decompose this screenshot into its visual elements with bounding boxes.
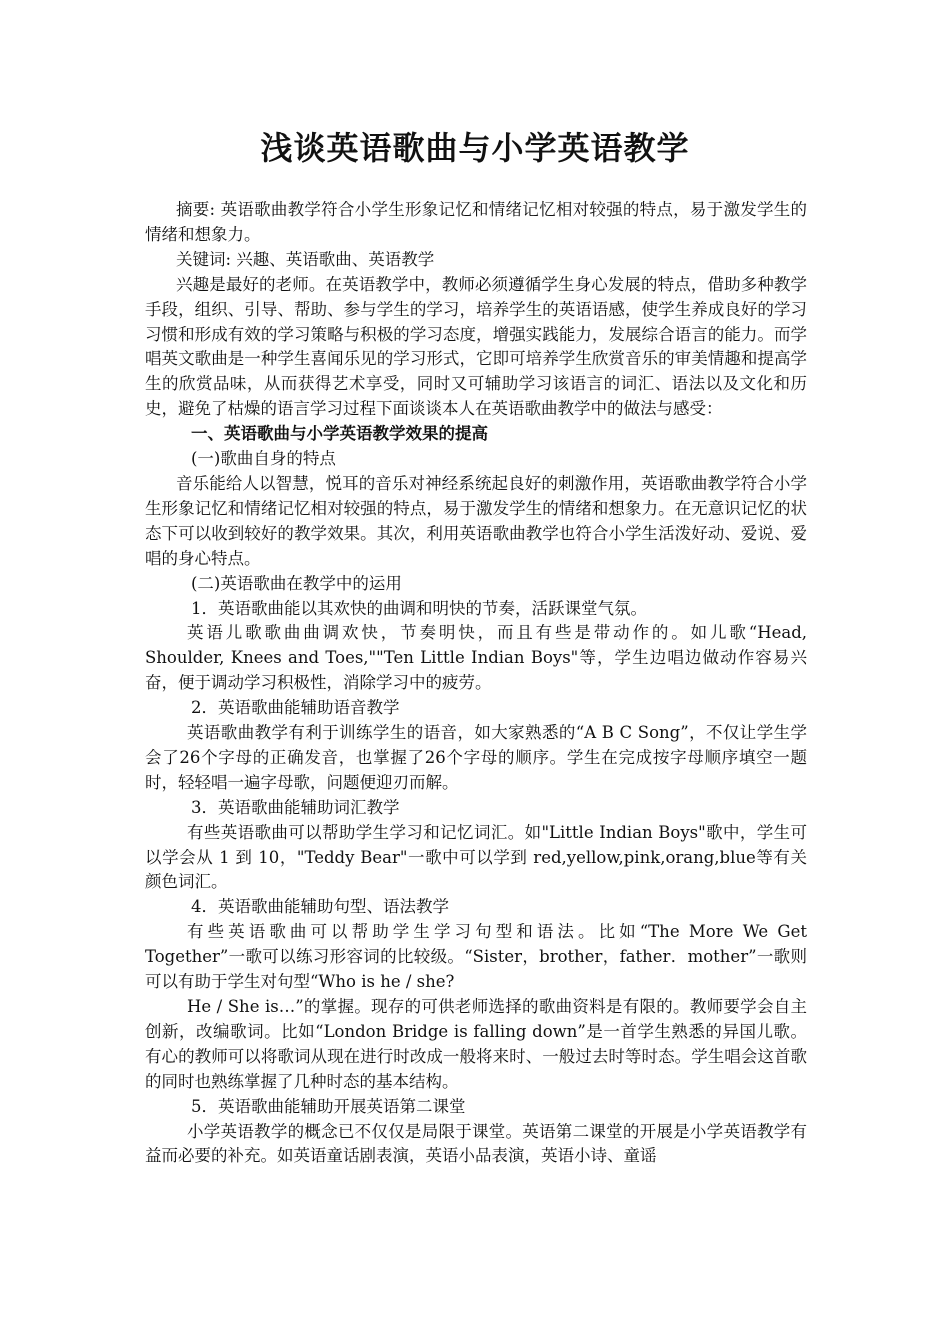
document-body	[145, 198, 807, 1169]
numbered-heading: 5．英语歌曲能辅助开展英语第二课堂	[191, 1096, 466, 1116]
intro-paragraph: 兴趣是最好的老师。在英语教学中，教师必须遵循学生身心发展的特点，借助多种教学手段，组织、引导、帮助、参与学生的学习，培养学生的英语语感，使学生养成良好的学习习惯和形成有效的学习策略与积极的学习态度，增强实践能力，发展综合语言的能力。而学唱英文歌曲是一种学生喜闻乐见的学习形式，它即可培养学生欣赏音乐的审美情趣和提高学生的欣赏品味，从而获得艺术享受，同时又可辅助学习该语言的词汇、语法以及文化和历史，避免了枯燥的语言学习过程下面谈谈本人在英语歌曲教学中的做法与感受：	[145, 274, 807, 419]
numbered-heading: 1．英语歌曲能以其欢快的曲调和明快的节奏，活跃课堂气氛。	[191, 598, 647, 618]
numbered-heading: 2．英语歌曲能辅助语音教学	[191, 698, 400, 718]
abstract-paragraph: 摘要: 英语歌曲教学符合小学生形象记忆和情绪记忆相对较强的特点，易于激发学生的情绪和想象力。	[145, 200, 807, 244]
body-paragraph: 英语儿歌歌曲曲调欢快，节奏明快，而且有些是带动作的。如儿歌“Head, Shoulder, Knees and Toes,""Ten Little Indian Boys"等，学生边唱边做动作容易兴奋，便于调动学习积极性，消除学习中的疲劳。	[145, 623, 807, 693]
section-heading: 一、英语歌曲与小学英语教学效果的提高	[191, 424, 488, 444]
body-paragraph: 音乐能给人以智慧，悦耳的音乐对神经系统起良好的刺激作用，英语歌曲教学符合小学生形象记忆和情绪记忆相对较强的特点，易于激发学生的情绪和想象力。在无意识记忆的状态下可以收到较好的教学效果。其次，利用英语歌曲教学也符合小学生活泼好动、爱说、爱唱的身心特点。	[145, 473, 807, 568]
numbered-heading: 4．英语歌曲能辅助句型、语法教学	[191, 897, 449, 917]
document-title: 浅谈英语歌曲与小学英语教学	[260, 129, 690, 167]
keywords-line: 关键词: 兴趣、英语歌曲、英语教学	[176, 249, 435, 269]
body-paragraph: 有些英语歌曲可以帮助学生学习和记忆词汇。如"Little Indian Boys"歌中，学生可以学会从 1 到 10，"Teddy Bear"一歌中可以学到 red,yellow,pink,orang,blue等有关颜色词汇。	[145, 822, 807, 892]
body-paragraph: 小学英语教学的概念已不仅仅是局限于课堂。英语第二课堂的开展是小学英语教学有益而必要的补充。如英语童话剧表演，英语小品表演，英语小诗、童谣	[145, 1121, 807, 1166]
subsection-heading: (一)歌曲自身的特点	[191, 449, 336, 469]
body-paragraph: He / She is…”的掌握。现存的可供老师选择的歌曲资料是有限的。教师要学会自主创新，改编歌词。比如“London Bridge is falling down”是一首学生熟悉的异国儿歌。有心的教师可以将歌词从现在进行时改成一般将来时、一般过去时等时态。学生唱会这首歌的同时也熟练掌握了几种时态的基本结构。	[145, 997, 807, 1091]
subsection-heading: (二)英语歌曲在教学中的运用	[191, 573, 402, 593]
body-paragraph: 英语歌曲教学有利于训练学生的语音，如大家熟悉的“A B C Song”，不仅让学生学会了26个字母的正确发音，也掌握了26个字母的顺序。学生在完成按字母顺序填空一题时，轻轻唱一遍字母歌，问题便迎刃而解。	[145, 723, 807, 792]
body-paragraph: 有些英语歌曲可以帮助学生学习句型和语法。比如“The More We Get Together”一歌可以练习形容词的比较级。“Sister，brother，father．mother”一歌则可以有助于学生对句型“Who is he / she?	[145, 922, 807, 992]
numbered-heading: 3．英语歌曲能辅助词汇教学	[191, 797, 400, 817]
